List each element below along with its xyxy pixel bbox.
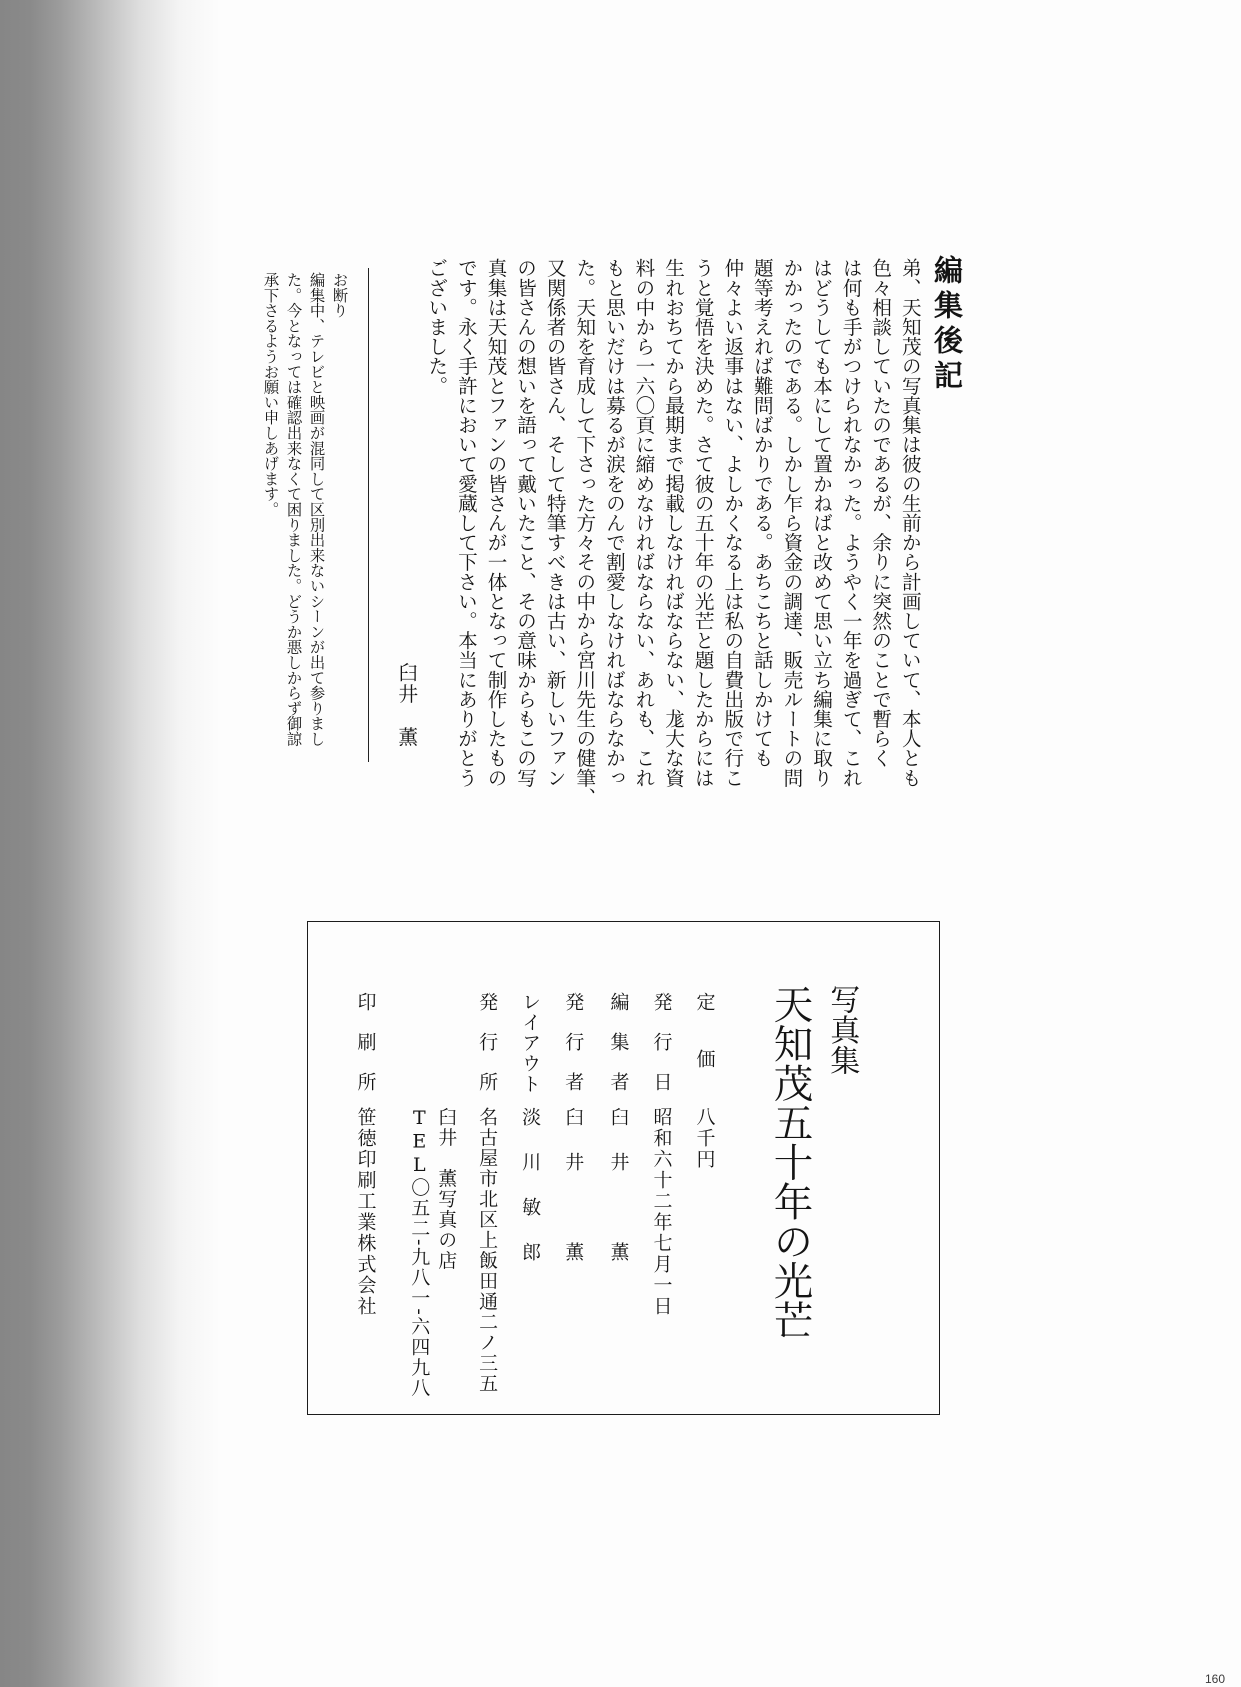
tel-label: TEL <box>408 1106 431 1177</box>
price-label: 定価 <box>693 991 716 1106</box>
afterword-signature: 臼井 薫 <box>394 662 419 748</box>
colophon-row-office-tel <box>407 992 431 1398</box>
colophon-row-printer <box>354 992 378 1337</box>
colophon-series: 写真集 <box>824 983 860 1075</box>
afterword-line: の皆さんの想いを語って戴いたこと、その意味からもこの写 <box>513 258 537 788</box>
office-address: 名古屋市北区上飯田通二ノ三五 <box>476 1106 499 1394</box>
editor-label: 編集者 <box>607 991 630 1112</box>
afterword-line: は何も手がつけられなかった。ようやく一年を過ぎて、これ <box>839 258 863 788</box>
afterword-line: ございました。 <box>424 258 448 396</box>
colophon-row-office-name <box>434 992 458 1337</box>
section-divider <box>368 268 369 762</box>
afterword-line: もと思いだけは募るが涙をのんで割愛しなければならなかっ <box>602 258 626 788</box>
afterword-line: 題等考えれば難問ばかりである。あちこちと話しかけても <box>750 258 774 768</box>
notice-heading: お断り <box>330 272 349 318</box>
publisher-label: 発行者 <box>562 991 585 1112</box>
notice-line: 承下さるようお願い申しあげます。 <box>261 272 280 517</box>
issue-date-value: 昭和六十二年七月一日 <box>650 1106 673 1317</box>
editor-value: 臼井 薫 <box>607 1106 630 1287</box>
afterword-line: 色々相談していたのであるが、余りに突然のことで暫らく <box>868 258 892 768</box>
colophon-row-price <box>693 992 717 1337</box>
tel-number: 〇五二-九八一-六四九八 <box>408 1177 431 1398</box>
colophon-box <box>307 921 940 1415</box>
layout-label: レイアウト <box>519 991 542 1094</box>
afterword-line: 真集は天知茂とファンの皆さんが一体となって制作したもの <box>484 258 507 788</box>
layout-value: 淡川敏郎 <box>519 1106 542 1287</box>
colophon-row-office <box>475 991 499 1394</box>
notice-line: た。今となっては確認出来なくて困りました。どうか悪しからず御諒 <box>284 272 303 747</box>
notice-block <box>259 272 351 772</box>
colophon-row-editor <box>607 992 631 1337</box>
afterword-body <box>421 258 924 818</box>
afterword-line: かかったのである。しかし乍ら資金の調達、販売ルートの問 <box>779 258 803 788</box>
issue-date-label: 発行日 <box>650 991 673 1112</box>
afterword-line: 料の中から一六〇頁に縮めなければならない、あれも、これ <box>631 258 655 788</box>
office-label: 発行所 <box>476 991 499 1112</box>
printer-value: 笹徳印刷工業株式会社 <box>354 1106 377 1317</box>
colophon-row-layout <box>518 992 542 1337</box>
afterword-line: 弟、天知茂の写真集は彼の生前から計画していて、本人とも <box>898 258 922 788</box>
afterword-line: はどうしても本にして置かねばと改めて思い立ち編集に取り <box>809 258 833 788</box>
publisher-value: 臼井 薫 <box>562 1106 585 1287</box>
notice-line: 編集中、テレビと映画が混同して区別出来ないシーンが出て参りまし <box>307 272 326 747</box>
afterword-line: 又関係者の皆さん、そして特筆すべきは古い、新しいファン <box>543 258 567 788</box>
office-name: 臼井 薫写真の店 <box>435 1106 458 1271</box>
afterword-line: です。永く手許において愛蔵して下さい。本当にありがとう <box>454 258 478 788</box>
afterword-line: た。天知を育成して下さった方々その中から宮川先生の健筆、 <box>572 258 596 807</box>
colophon-title: 天知茂五十年の光芒 <box>767 983 814 1339</box>
afterword-line: うと覚悟を決めた。さて彼の五十年の光芒と題したからには <box>691 258 715 788</box>
afterword-title: 編集後記 <box>930 255 964 395</box>
printer-label: 印刷所 <box>354 991 377 1112</box>
afterword-line: 仲々よい返事はない、よしかくなる上は私の自費出版で行こ <box>720 258 744 788</box>
price-value: 八千円 <box>693 1106 716 1170</box>
colophon-row-issue-date <box>650 992 674 1337</box>
colophon-row-publisher <box>561 992 585 1337</box>
afterword-line: 生れおちてから最期まで掲載しなければならない、尨大な資 <box>661 258 685 788</box>
page-number: 160 <box>1205 1672 1226 1686</box>
binding-shadow <box>0 0 220 1687</box>
office-tel <box>407 1107 431 1398</box>
